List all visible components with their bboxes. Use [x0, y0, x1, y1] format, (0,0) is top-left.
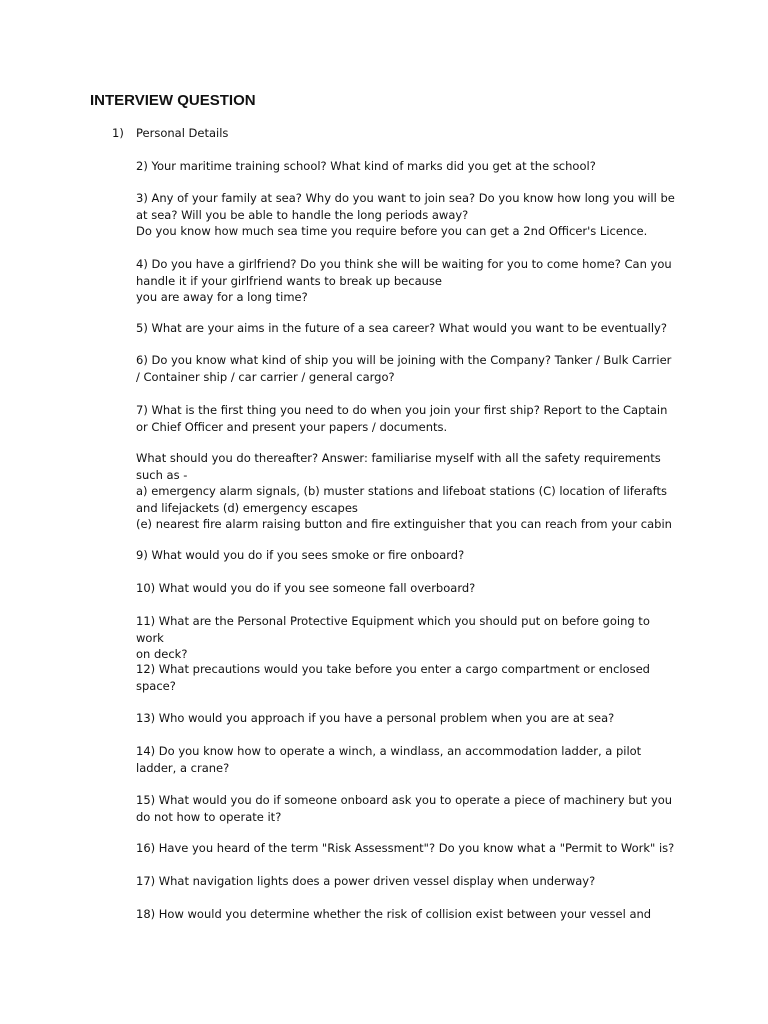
question-18: 18) How would you determine whether the risk of collision exist between your vessel and — [136, 907, 652, 921]
question-12: 12) What precautions would you take before you enter a cargo compartment or enclosed space? — [136, 662, 650, 693]
question-3: 3) Any of your family at sea? Why do you want to join sea? Do you know how long you will be at sea? Will you be able to handle the long periods away? Do you know how much sea time you require before you can get a 2nd Officer's Licence. — [136, 191, 675, 238]
question-5: 5) What are your aims in the future of a sea career? What would you want to be eventually? — [136, 321, 667, 335]
question-16: 16) Have you heard of the term "Risk Assessment"? Do you know what a "Permit to Work" is? — [136, 841, 675, 855]
question-15: 15) What would you do if someone onboard ask you to operate a piece of machinery but you do not how to operate it? — [136, 793, 673, 824]
question-10: 10) What would you do if you see someone fall overboard? — [136, 581, 476, 595]
question-11: 11) What are the Personal Protective Equipment which you should put on before going to work on deck? — [136, 614, 650, 661]
personal-details-item: Personal Details — [136, 126, 229, 140]
question-14: 14) Do you know how to operate a winch, a windlass, an accommodation ladder, a pilot ladder, a crane? — [136, 744, 642, 775]
list-number-1: 1) — [112, 126, 124, 140]
question-4: 4) Do you have a girlfriend? Do you think she will be waiting for you to come home? Can you handle it if your girlfriend wants to break up because you are away for a long time? — [136, 257, 672, 304]
question-7: 7) What is the first thing you need to do when you join your first ship? Report to the Captain or Chief Officer and present your papers / documents. — [136, 403, 668, 434]
question-6: 6) Do you know what kind of ship you will be joining with the Company? Tanker / Bulk Carrier / Container ship / car carrier / general cargo? — [136, 353, 672, 384]
question-8-answer: What should you do thereafter? Answer: familiarise myself with all the safety requirements such as - a) emergency alarm signals, (b) muster stations and lifeboat stations (C) location of liferafts and lifejackets (d) emergency escapes (e) nearest fire alarm raising button and fire extinguisher that you can reach from your cabin — [136, 451, 672, 531]
question-13: 13) Who would you approach if you have a personal problem when you are at sea? — [136, 711, 615, 725]
document-title: INTERVIEW QUESTION — [90, 92, 256, 109]
question-2: 2) Your maritime training school? What kind of marks did you get at the school? — [136, 159, 596, 173]
question-9: 9) What would you do if you sees smoke or fire onboard? — [136, 548, 465, 562]
question-17: 17) What navigation lights does a power driven vessel display when underway? — [136, 874, 596, 888]
